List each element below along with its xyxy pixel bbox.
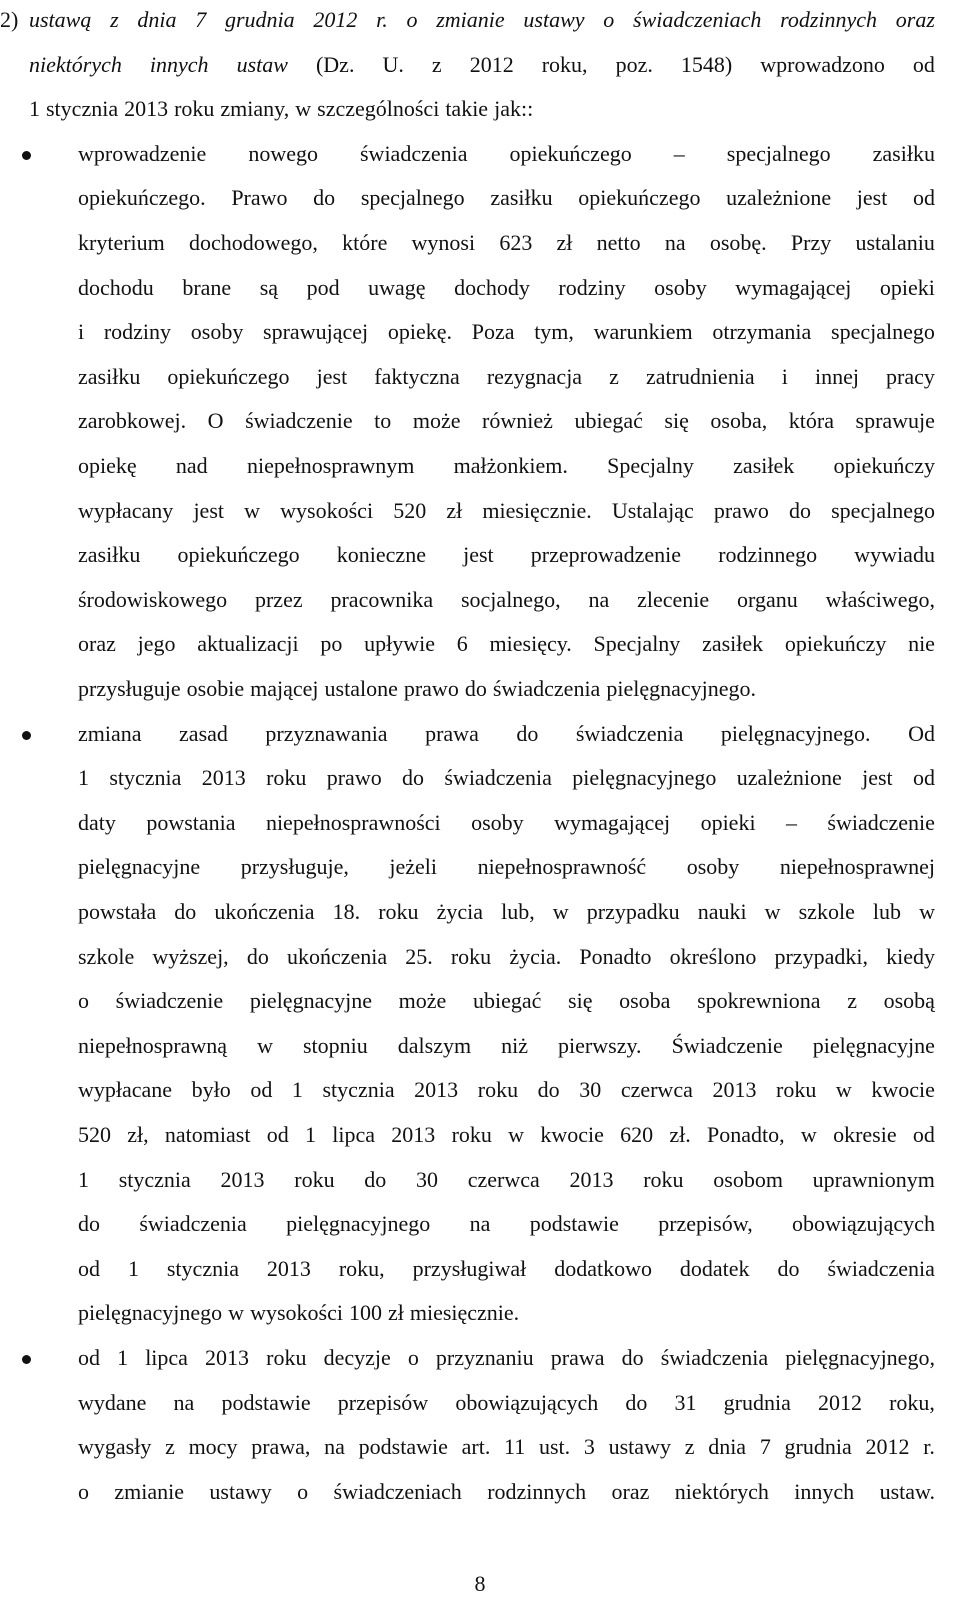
bullet-icon bbox=[22, 151, 31, 160]
text-line: 1 stycznia 2013 roku prawo do świadczenia pielęgnacyjnego uzależnione jest od bbox=[78, 765, 935, 791]
text-line: o świadczenie pielęgnacyjne może ubiegać się osoba spokrewniona z osobą bbox=[78, 988, 935, 1014]
text-line: wypłacany jest w wysokości 520 zł miesięcznie. Ustalając prawo do specjalnego bbox=[78, 497, 935, 523]
text-line: pielęgnacyjnego w wysokości 100 zł miesięcznie. bbox=[78, 1300, 520, 1326]
text-line: oraz jego aktualizacji po upływie 6 miesięcy. Specjalny zasiłek opiekuńczy nie bbox=[78, 631, 935, 657]
text-line: 520 zł, natomiast od 1 lipca 2013 roku w kwocie 620 zł. Ponadto, w okresie od bbox=[78, 1122, 935, 1147]
text-line: niepełnosprawną w stopniu dalszym niż pierwszy. Świadczenie pielęgnacyjne bbox=[78, 1032, 935, 1058]
text-line: przysługuje osobie mającej ustalone prawo do świadczenia pielęgnacyjnego. bbox=[78, 676, 756, 701]
text-line: kryterium dochodowego, które wynosi 623 zł netto na osobę. Przy ustalaniu bbox=[78, 230, 935, 255]
text-line: niektórych innych ustaw (Dz. U. z 2012 roku, poz. 1548) wprowadzono od bbox=[29, 51, 935, 77]
text-line: zasiłku opiekuńczego jest faktyczna rezygnacja z zatrudnienia i innej pracy bbox=[78, 363, 935, 389]
text-line: i rodziny osoby sprawującej opiekę. Poza tym, warunkiem otrzymania specjalnego bbox=[78, 319, 935, 345]
list-number: 2) bbox=[0, 7, 19, 32]
text-line: 1 stycznia 2013 roku zmiany, w szczególności takie jak:: bbox=[29, 96, 534, 122]
bullet-list-line: od 1 lipca 2013 roku decyzje o przyznaniu prawa do świadczenia pielęgnacyjnego, bbox=[0, 1338, 960, 1378]
bullet-icon bbox=[22, 1355, 31, 1364]
text-line: środowiskowego przez pracownika socjalnego, na zlecenie organu właściwego, bbox=[78, 586, 935, 612]
bullet-list-line: zmiana zasad przyznawania prawa do świadczenia pielęgnacyjnego. Od bbox=[0, 714, 960, 754]
text-line: wygasły z mocy prawa, na podstawie art. 11 ust. 3 ustawy z dnia 7 grudnia 2012 r. bbox=[78, 1434, 935, 1460]
text-line: zasiłku opiekuńczego konieczne jest przeprowadzenie rodzinnego wywiadu bbox=[78, 542, 935, 568]
page-number: 8 bbox=[474, 1571, 486, 1596]
text-line: opiekę nad niepełnosprawnym małżonkiem. Specjalny zasiłek opiekuńczy bbox=[78, 453, 935, 478]
text-line: powstała do ukończenia 18. roku życia lub, w przypadku nauki w szkole lub w bbox=[78, 899, 935, 924]
text-line: dochodu brane są pod uwagę dochody rodziny osoby wymagającej opieki bbox=[78, 274, 935, 300]
text-line: 1 stycznia 2013 roku do 30 czerwca 2013 roku osobom uprawnionym bbox=[78, 1166, 935, 1192]
text-line: od 1 stycznia 2013 roku, przysługiwał dodatkowo dodatek do świadczenia bbox=[78, 1255, 935, 1281]
text-line: wydane na podstawie przepisów obowiązujących do 31 grudnia 2012 roku, bbox=[78, 1389, 935, 1415]
bullet-icon bbox=[22, 731, 31, 740]
bullet-list-line: wprowadzenie nowego świadczenia opiekuńczego – specjalnego zasiłku bbox=[0, 134, 960, 174]
text-line: 2) ustawą z dnia 7 grudnia 2012 r. o zmianie ustawy o świadczeniach rodzinnych oraz bbox=[0, 0, 960, 40]
text-line: do świadczenia pielęgnacyjnego na podstawie przepisów, obowiązujących bbox=[78, 1211, 935, 1237]
text-line: daty powstania niepełnosprawności osoby wymagającej opieki – świadczenie bbox=[78, 809, 935, 835]
text-line: pielęgnacyjne przysługuje, jeżeli niepełnosprawność osoby niepełnosprawnej bbox=[78, 854, 935, 880]
text-line: wypłacane było od 1 stycznia 2013 roku do 30 czerwca 2013 roku w kwocie bbox=[78, 1077, 935, 1103]
text-line: zarobkowej. O świadczenie to może również ubiegać się osoba, która sprawuje bbox=[78, 408, 935, 434]
text-line: o zmianie ustawy o świadczeniach rodzinnych oraz niektórych innych ustaw. bbox=[78, 1478, 935, 1504]
text-line: opiekuńczego. Prawo do specjalnego zasiłku opiekuńczego uzależnione jest od bbox=[78, 185, 935, 211]
text-line: szkole wyższej, do ukończenia 25. roku życia. Ponadto określono przypadki, kiedy bbox=[78, 943, 935, 969]
